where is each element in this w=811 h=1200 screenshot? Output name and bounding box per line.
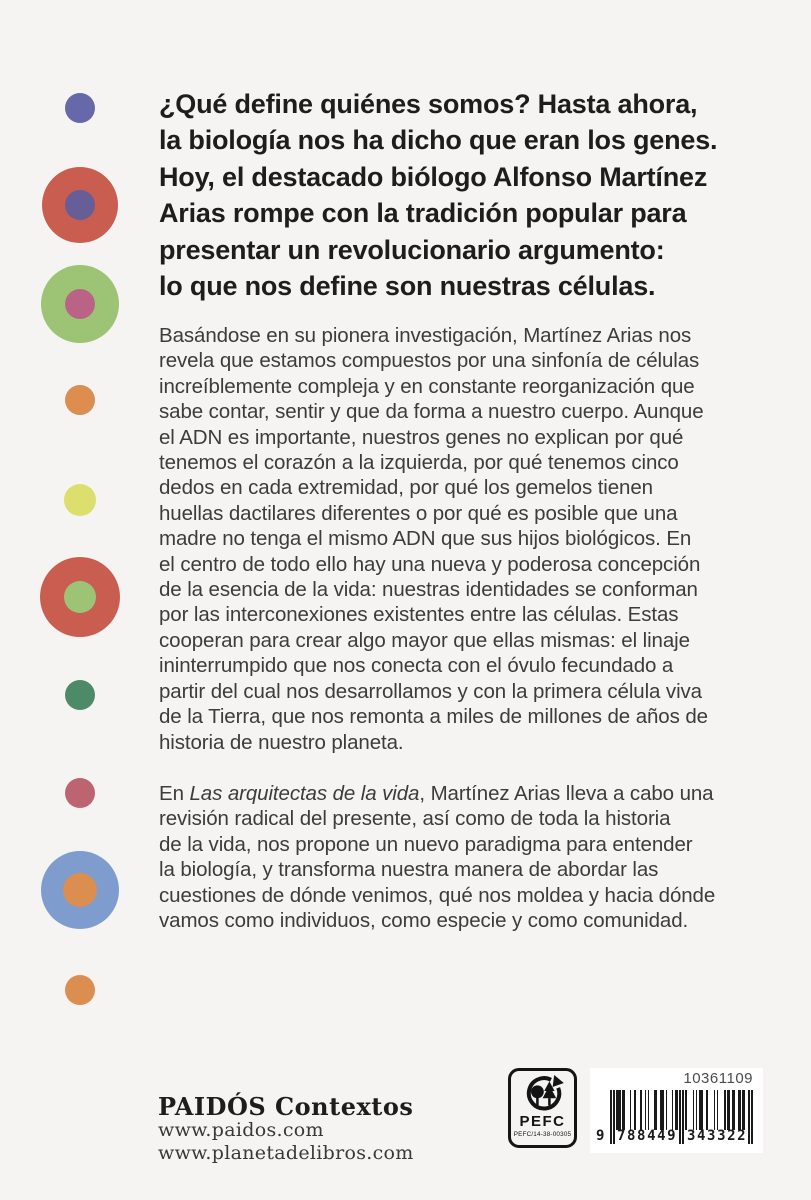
text-line: por las interconexiones existentes entre las células. Estas xyxy=(159,603,679,627)
decorative-circle xyxy=(41,851,119,929)
pefc-cert-number: PEFC/14-38-00305 xyxy=(513,1131,572,1138)
pefc-trees-icon xyxy=(519,1075,567,1115)
decorative-circle xyxy=(40,557,120,637)
text-line: Hoy, el destacado biólogo Alfonso Martínez xyxy=(159,161,708,192)
barcode-bar xyxy=(685,1090,687,1130)
text-line: lo que nos define son nuestras células. xyxy=(159,271,656,302)
text-line: partir del cual nos desarrollamos y con la primera célula viva xyxy=(159,679,702,703)
text-line: la biología nos ha dicho que eran los genes. xyxy=(159,125,718,156)
decorative-circle-inner xyxy=(63,873,97,907)
text-line: vamos como individuos, como especie y como comunidad. xyxy=(159,909,689,933)
text-line: Basándose en su pionera investigación, Martínez Arias nos xyxy=(159,324,692,347)
text-line: huellas dactilares diferentes o por qué es posible que una xyxy=(159,501,678,525)
barcode-bar xyxy=(679,1090,681,1144)
decorative-circle xyxy=(65,778,95,808)
headline xyxy=(159,86,789,304)
text-line: revisión radical del presente, así como de toda la historia xyxy=(159,807,671,831)
decorative-circle xyxy=(41,265,119,343)
decorative-circle xyxy=(42,167,118,243)
text-line: historia de nuestro planeta. xyxy=(159,730,404,754)
decorative-circle-inner xyxy=(65,289,95,319)
publisher-imprint: PAIDÓS Contextos xyxy=(158,1092,414,1121)
pefc-label: PEFC xyxy=(519,1113,566,1130)
barcode-bar xyxy=(742,1090,745,1130)
decorative-circle-inner xyxy=(65,190,95,220)
barcode-bar xyxy=(693,1090,695,1130)
text-line: revela que estamos compuestos por una sinfonía de células xyxy=(159,349,700,373)
text-line: ¿Qué define quiénes somos? Hasta ahora, xyxy=(159,89,698,119)
pefc-certification-logo xyxy=(508,1068,577,1148)
barcode-bar xyxy=(616,1090,621,1130)
barcode-bar xyxy=(699,1090,704,1130)
decorative-circle xyxy=(65,975,95,1005)
barcode-bar xyxy=(724,1090,726,1130)
barcode-bar xyxy=(640,1090,642,1130)
decorative-circle-inner xyxy=(64,581,96,613)
text-line: tenemos el corazón a la izquierda, por qué tenemos cinco xyxy=(159,451,679,475)
barcode-bar xyxy=(696,1090,698,1130)
barcode-bar xyxy=(660,1090,665,1130)
barcode-bar xyxy=(732,1090,735,1130)
text-line: increíblemente compleja y en constante reorganización que xyxy=(159,374,695,398)
barcode-bar xyxy=(622,1090,625,1130)
text-line: el ADN es importante, nuestros genes no explican por qué xyxy=(159,425,684,449)
barcode-bar xyxy=(654,1090,657,1130)
barcode-bar xyxy=(748,1090,750,1144)
isbn-group-1: 788449 xyxy=(617,1128,678,1144)
barcode-bar xyxy=(751,1090,753,1144)
isbn-group-2: 343322 xyxy=(687,1128,748,1144)
barcode-bar xyxy=(613,1090,615,1144)
text-line: cuestiones de dónde venimos, qué nos moldea y hacia dónde xyxy=(159,883,716,907)
body-paragraph-2 xyxy=(159,781,799,933)
decorative-circle xyxy=(65,385,95,415)
barcode-bar xyxy=(634,1090,636,1130)
text-line: En Las arquitectas de la vida, Martínez Arias lleva a cabo una xyxy=(159,782,714,805)
text-line: la biología, y transforma nuestra manera de abordar las xyxy=(159,858,659,882)
barcode-bar xyxy=(645,1090,647,1130)
barcode-bar xyxy=(648,1090,650,1130)
barcode-bar xyxy=(682,1090,684,1144)
barcode-top-number: 10361109 xyxy=(683,1070,753,1087)
text-line: dedos en cada extremidad, por qué los gemelos tienen xyxy=(159,476,653,500)
barcode-bar xyxy=(610,1090,612,1144)
barcode-bar xyxy=(672,1090,674,1130)
barcode-bar xyxy=(630,1090,632,1130)
decorative-circle xyxy=(64,484,96,516)
text-line: de la esencia de la vida: nuestras identidades se conforman xyxy=(159,578,698,602)
barcode-bar xyxy=(738,1090,741,1130)
text-line: sabe contar, sentir y que da forma a nuestro cuerpo. Aunque xyxy=(159,400,704,424)
decorative-circle xyxy=(65,680,95,710)
publisher-url: www.paidos.com xyxy=(158,1119,324,1141)
text-line: el centro de todo ello hay una nueva y poderosa concepción xyxy=(159,552,701,576)
text-line: presentar un revolucionario argumento: xyxy=(159,234,665,265)
body-paragraph-1 xyxy=(159,323,799,755)
barcode-bar xyxy=(727,1090,730,1130)
barcode-bar xyxy=(717,1090,719,1130)
decorative-circle xyxy=(65,93,95,123)
text-line: Arias rompe con la tradición popular para xyxy=(159,198,687,229)
barcode-bar xyxy=(675,1090,678,1130)
barcode-block xyxy=(590,1068,763,1153)
text-line: ininterrumpido que nos conecta con el óvulo fecundado a xyxy=(159,654,674,678)
planetadelibros-url: www.planetadelibros.com xyxy=(158,1142,414,1164)
barcode-bar xyxy=(714,1090,716,1130)
text-line: de la vida, nos propone un nuevo paradigma para entender xyxy=(159,832,693,856)
text-line: de la Tierra, que nos remonta a miles de millones de años de xyxy=(159,705,708,729)
barcode-bar xyxy=(666,1090,668,1130)
text-line: cooperan para crear algo mayor que ellas mismas: el linaje xyxy=(159,628,690,652)
isbn-first-digit: 9 xyxy=(596,1128,605,1144)
barcode-bar xyxy=(706,1090,708,1130)
text-line: madre no tenga el mismo ADN que sus hijos biológicos. En xyxy=(159,527,692,551)
